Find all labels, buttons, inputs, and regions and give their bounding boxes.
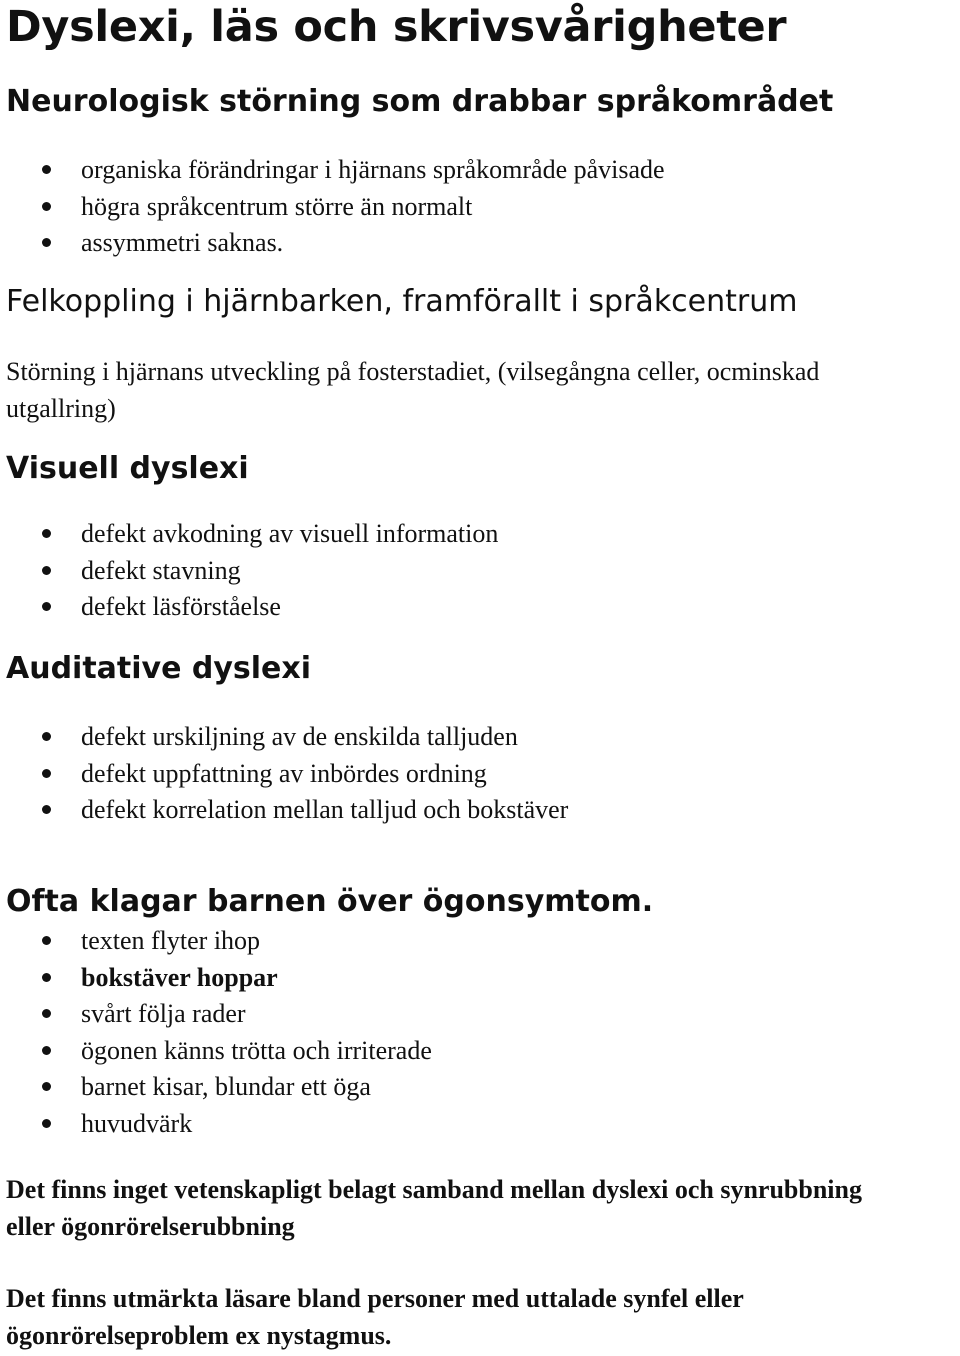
bullet-icon [42, 202, 51, 211]
list-item: defekt läsförståelse [0, 589, 498, 626]
paragraph-line: Det finns inget vetenskapligt belagt samband mellan dyslexi och synrubbning [6, 1175, 862, 1204]
bullet-icon [42, 165, 51, 174]
conclusion-paragraph-2 [6, 1281, 744, 1354]
bullet-icon [42, 1119, 51, 1128]
list-auditative [0, 719, 568, 829]
bullet-icon [42, 238, 51, 247]
list-visuell [0, 516, 498, 626]
list-ogonsymtom [0, 923, 432, 1142]
section-heading-felkoppling: Felkoppling i hjärnbarken, framförallt i språkcentrum [6, 284, 798, 319]
paragraph-line: utgallring) [6, 393, 116, 423]
paragraph-line: Det finns utmärkta läsare bland personer med uttalade synfel eller [6, 1284, 744, 1313]
conclusion-paragraph-1 [6, 1172, 862, 1245]
list-item: assymmetri saknas. [0, 225, 665, 262]
page-title: Dyslexi, läs och skrivsvårigheter [6, 2, 787, 52]
bullet-icon [42, 1082, 51, 1091]
list-item: barnet kisar, blundar ett öga [0, 1069, 432, 1106]
list-neurologisk [0, 152, 665, 262]
bullet-icon [42, 805, 51, 814]
list-item: svårt följa rader [0, 996, 432, 1033]
list-item: bokstäver hoppar [0, 960, 432, 997]
paragraph-line: Störning i hjärnans utveckling på fosterstadiet, (vilsegångna celler, ocminskad [6, 357, 820, 386]
paragraph-line: ögonrörelseproblem ex nystagmus. [6, 1320, 392, 1350]
bullet-icon [42, 566, 51, 575]
list-item: defekt korrelation mellan talljud och bokstäver [0, 792, 568, 829]
list-item: defekt stavning [0, 553, 498, 590]
bullet-icon [42, 769, 51, 778]
paragraph-line: eller ögonrörelserubbning [6, 1211, 295, 1241]
section-heading-visuell: Visuell dyslexi [6, 451, 249, 486]
list-item: organiska förändringar i hjärnans språkområde påvisade [0, 152, 665, 189]
section-heading-ogonsymtom: Ofta klagar barnen över ögonsymtom. [6, 884, 654, 919]
bullet-icon [42, 529, 51, 538]
bullet-icon [42, 732, 51, 741]
list-item: huvudvärk [0, 1106, 432, 1143]
list-item: högra språkcentrum större än normalt [0, 189, 665, 226]
list-item: defekt uppfattning av inbördes ordning [0, 756, 568, 793]
bullet-icon [42, 936, 51, 945]
bullet-icon [42, 973, 51, 982]
paragraph-storning [6, 354, 819, 427]
bullet-icon [42, 602, 51, 611]
bullet-icon [42, 1046, 51, 1055]
list-item: texten flyter ihop [0, 923, 432, 960]
section-heading-neurologisk: Neurologisk störning som drabbar språkområdet [6, 84, 834, 119]
list-item: defekt avkodning av visuell information [0, 516, 498, 553]
list-item: ögonen känns trötta och irriterade [0, 1033, 432, 1070]
section-heading-auditative: Auditative dyslexi [6, 651, 312, 686]
bullet-icon [42, 1009, 51, 1018]
list-item: defekt urskiljning av de enskilda talljuden [0, 719, 568, 756]
